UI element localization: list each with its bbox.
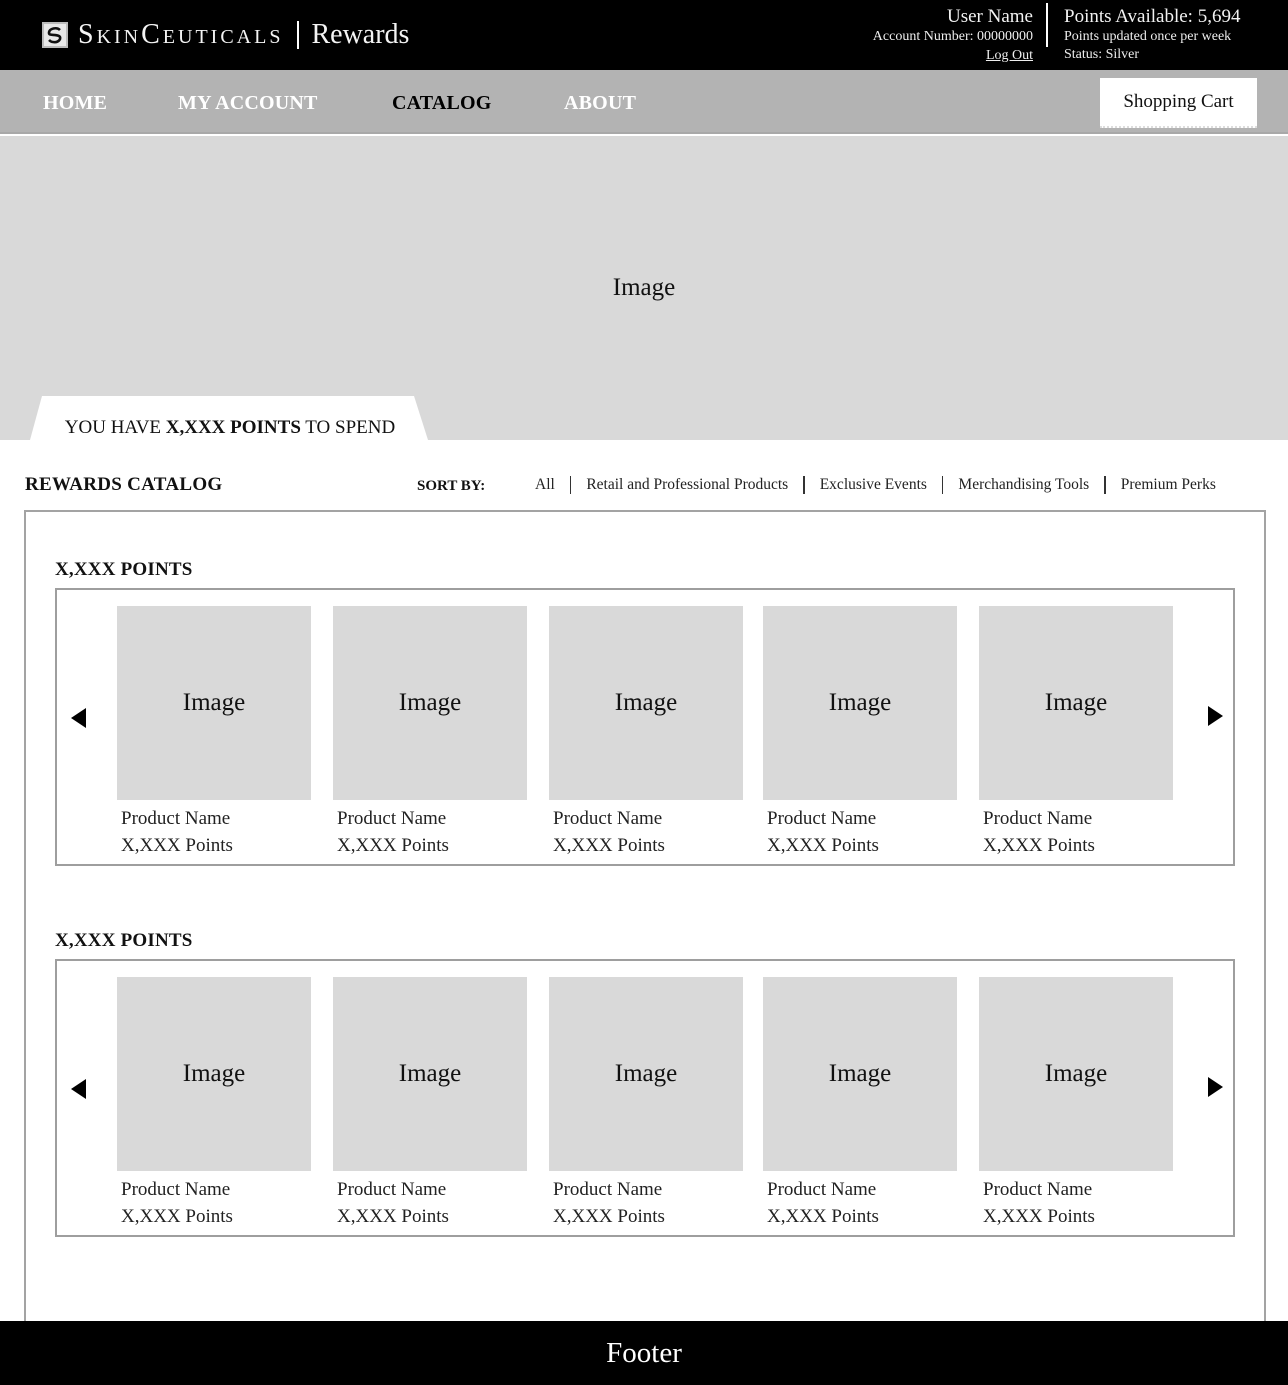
product-image: Image [549, 977, 743, 1171]
points-available: Points Available: 5,694 [1064, 6, 1241, 27]
product-image: Image [117, 977, 311, 1171]
product-card[interactable] [979, 606, 1175, 859]
product-card[interactable] [549, 977, 745, 1230]
points-info [1064, 6, 1240, 64]
product-card[interactable] [117, 977, 313, 1230]
carousel-next-arrow-icon[interactable] [1208, 1077, 1223, 1097]
product-name: Product Name [767, 1179, 877, 1200]
points-to-spend-text [30, 416, 430, 440]
product-card[interactable] [117, 606, 313, 859]
user-info [873, 6, 1033, 65]
product-image: Image [333, 606, 527, 800]
product-name: Product Name [121, 808, 231, 829]
hero-banner [0, 136, 1288, 440]
logo-s-icon [42, 22, 68, 48]
sort-divider [1104, 476, 1106, 494]
product-card[interactable] [763, 606, 959, 859]
product-image: Image [979, 606, 1173, 800]
sort-merchandising-tools[interactable]: Merchandising Tools [958, 476, 1090, 493]
product-card[interactable] [333, 606, 529, 859]
brand-name: SkinCeuticals [78, 19, 284, 50]
product-card[interactable] [763, 977, 959, 1230]
nav-home[interactable]: HOME [43, 92, 108, 114]
product-image: Image [117, 606, 311, 800]
product-carousel [55, 959, 1235, 1237]
tier-title: X,XXX POINTS [55, 559, 193, 580]
header-divider [1046, 3, 1048, 47]
product-card[interactable] [549, 606, 745, 859]
product-image: Image [333, 977, 527, 1171]
product-image: Image [979, 977, 1173, 1171]
sort-exclusive-events[interactable]: Exclusive Events [819, 476, 927, 493]
product-points: X,XXX Points [767, 1206, 879, 1227]
brand-subtitle: Rewards [311, 19, 410, 50]
points-value: X,XXX POINTS [165, 417, 301, 438]
product-name: Product Name [983, 1179, 1093, 1200]
top-header [0, 0, 1288, 70]
sort-premium-perks[interactable]: Premium Perks [1120, 476, 1216, 493]
hero-image-placeholder: Image [612, 274, 676, 301]
points-prefix: YOU HAVE [64, 417, 166, 438]
product-points: X,XXX Points [983, 835, 1095, 856]
logo[interactable] [42, 18, 409, 52]
brand-divider [297, 21, 299, 49]
points-to-spend-tab [30, 396, 430, 440]
user-name: User Name [947, 6, 1033, 27]
product-points: X,XXX Points [553, 1206, 665, 1227]
product-points: X,XXX Points [337, 1206, 449, 1227]
product-points: X,XXX Points [983, 1206, 1095, 1227]
product-name: Product Name [337, 808, 447, 829]
tier-title: X,XXX POINTS [55, 930, 193, 951]
sort-divider [570, 476, 572, 494]
sort-divider [803, 476, 805, 494]
status-label: Status: Silver [1064, 47, 1140, 62]
sort-by-label: SORT BY: [417, 478, 486, 494]
product-name: Product Name [767, 808, 877, 829]
product-name: Product Name [121, 1179, 231, 1200]
product-image: Image [763, 977, 957, 1171]
sort-retail-professional[interactable]: Retail and Professional Products [586, 476, 789, 493]
product-points: X,XXX Points [337, 835, 449, 856]
nav-catalog[interactable]: CATALOG [392, 92, 492, 114]
sort-filter-list [535, 476, 1216, 494]
sort-all[interactable]: All [535, 476, 555, 493]
product-points: X,XXX Points [553, 835, 665, 856]
product-name: Product Name [337, 1179, 447, 1200]
logout-link[interactable]: Log Out [985, 48, 1033, 63]
footer [0, 1321, 1288, 1385]
footer-label: Footer [606, 1336, 682, 1369]
nav-my-account[interactable]: MY ACCOUNT [178, 92, 318, 114]
product-image: Image [549, 606, 743, 800]
product-points: X,XXX Points [767, 835, 879, 856]
product-points: X,XXX Points [121, 1206, 233, 1227]
carousel-next-arrow-icon[interactable] [1208, 706, 1223, 726]
product-carousel [55, 588, 1235, 866]
carousel-prev-arrow-icon[interactable] [71, 1079, 86, 1099]
product-name: Product Name [553, 808, 663, 829]
catalog-title: REWARDS CATALOG [25, 474, 223, 495]
points-suffix: TO SPEND [300, 417, 396, 438]
sort-divider [942, 476, 944, 494]
product-image: Image [763, 606, 957, 800]
product-card[interactable] [333, 977, 529, 1230]
product-card[interactable] [979, 977, 1175, 1230]
product-name: Product Name [983, 808, 1093, 829]
product-points: X,XXX Points [121, 835, 233, 856]
account-number: Account Number: 00000000 [872, 29, 1033, 44]
product-name: Product Name [553, 1179, 663, 1200]
nav-about[interactable]: ABOUT [564, 92, 637, 114]
shopping-cart-button[interactable]: Shopping Cart [1100, 78, 1257, 128]
points-update-note: Points updated once per week [1064, 29, 1232, 44]
carousel-prev-arrow-icon[interactable] [71, 708, 86, 728]
main-nav [0, 70, 1288, 134]
